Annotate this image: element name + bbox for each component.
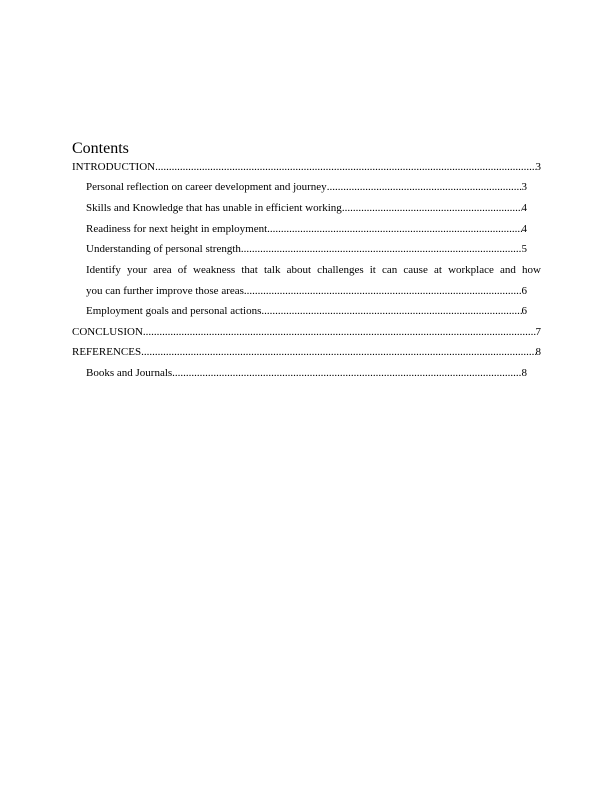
- toc-entry-page: 5: [521, 243, 527, 255]
- toc-entry-label: Employment goals and personal actions: [86, 305, 262, 317]
- toc-entry-label: Books and Journals: [86, 367, 173, 379]
- toc-entry-books-journals[interactable]: [86, 363, 527, 384]
- toc-entry-weakness-line2[interactable]: [86, 281, 527, 302]
- toc-entry-label: Personal reflection on career development and journey: [86, 181, 327, 193]
- dot-leader: [342, 198, 522, 219]
- toc-title: Contents: [72, 140, 129, 157]
- dot-leader: [143, 322, 536, 343]
- dot-leader: [172, 363, 521, 384]
- toc-entry-personal-reflection[interactable]: [86, 177, 527, 198]
- toc-entry-page: 6: [521, 305, 527, 317]
- toc-entry-page: 4: [521, 202, 527, 214]
- dot-leader: [155, 157, 535, 178]
- toc-entry-page: 3: [535, 161, 541, 173]
- toc-entry-page: 8: [535, 346, 541, 358]
- toc-entry-label-line2: you can further improve those areas: [86, 285, 244, 297]
- toc-entry-label: CONCLUSION: [72, 326, 143, 338]
- toc-entry-label: Understanding of personal strength: [86, 243, 241, 255]
- dot-leader: [141, 342, 535, 363]
- toc-entry-page: 8: [521, 367, 527, 379]
- toc-entry-weakness-line1[interactable]: [86, 260, 541, 281]
- toc-entry-label: REFERENCES: [72, 346, 142, 358]
- toc-entry-label: Readiness for next height in employment: [86, 223, 268, 235]
- toc-entry-readiness[interactable]: [86, 219, 527, 240]
- toc-entry-employment-goals[interactable]: [86, 301, 527, 322]
- dot-leader: [244, 281, 522, 302]
- toc-entry-skills-knowledge[interactable]: [86, 198, 527, 219]
- toc-entry-page: 4: [521, 223, 527, 235]
- dot-leader: [261, 301, 521, 322]
- toc-entry-page: 6: [521, 285, 527, 297]
- toc-entry-introduction[interactable]: [72, 157, 541, 178]
- toc-entry-label: Skills and Knowledge that has unable in efficient working: [86, 202, 342, 214]
- toc-entry-label: INTRODUCTION: [72, 161, 156, 173]
- toc-entry-page: 3: [521, 181, 527, 193]
- dot-leader: [267, 219, 521, 240]
- dot-leader: [241, 239, 522, 260]
- dot-leader: [327, 177, 522, 198]
- toc-entry-personal-strength[interactable]: [86, 239, 527, 260]
- toc-entry-references[interactable]: [72, 342, 541, 363]
- toc-entry-conclusion[interactable]: [72, 322, 541, 343]
- toc-entry-label-line1: Identify your area of weakness that talk about challenges it can cause at workplace and how: [86, 264, 541, 276]
- toc-entry-page: 7: [535, 326, 541, 338]
